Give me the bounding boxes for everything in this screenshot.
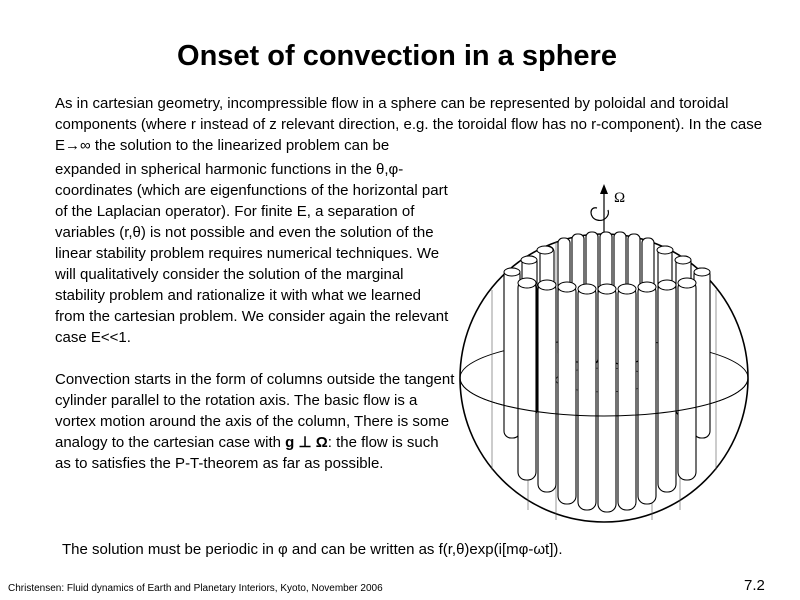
omega-label: Ω xyxy=(614,190,626,206)
paragraph-harmonics: expanded in spherical harmonic functions in the θ,φ-coordinates (which are eigenfunctions of the horizontal part of the Laplacian operator). For finite E, a separation of variables (r,θ) is not possible and even the solution of the linear stability problem requires numerical techniques. We will qualitatively consider the solution of the marginal stability problem and rationalize it with what we learned from the cartesian problem. We consider again the relevant case E<<1. xyxy=(55,161,449,346)
rotation-arrow xyxy=(600,184,608,194)
page-number: 7.2 xyxy=(744,577,765,594)
rotation-curl xyxy=(591,208,608,221)
sphere-convection-figure xyxy=(458,170,758,540)
paragraph-columns-end: : the flow is such as to satisfies the P-T-theorem as far as possible. xyxy=(55,434,439,472)
paragraph-columns xyxy=(55,369,455,474)
intro-text: As in cartesian geometry, incompressible flow in a sphere can be represented by poloidal and toroidal components (where r instead of z relevant direction, e.g. the toroidal flow has no r-component). In the case E→∞ the solution to the linearized problem can be xyxy=(55,95,763,154)
footer-citation: Christensen: Fluid dynamics of Earth and Planetary Interiors, Kyoto, November 2006 xyxy=(8,583,383,594)
convection-columns xyxy=(504,232,710,512)
body-text xyxy=(55,159,455,474)
periodic-solution-text: The solution must be periodic in φ and can be written as f(r,θ)exp(i[mφ-ωt]). xyxy=(62,541,563,558)
paragraph-columns-bold: g ⊥ Ω xyxy=(285,434,328,451)
sphere-convection-columns-icon xyxy=(458,170,758,540)
slide-title: Onset of convection in a sphere xyxy=(177,40,617,72)
paragraph-columns-start: Convection starts in the form of columns outside the tangent cylinder parallel to the rotation axis. The basic flow is a vortex motion around the axis of the column, There is some analogy to the cartesian case with xyxy=(55,371,455,451)
